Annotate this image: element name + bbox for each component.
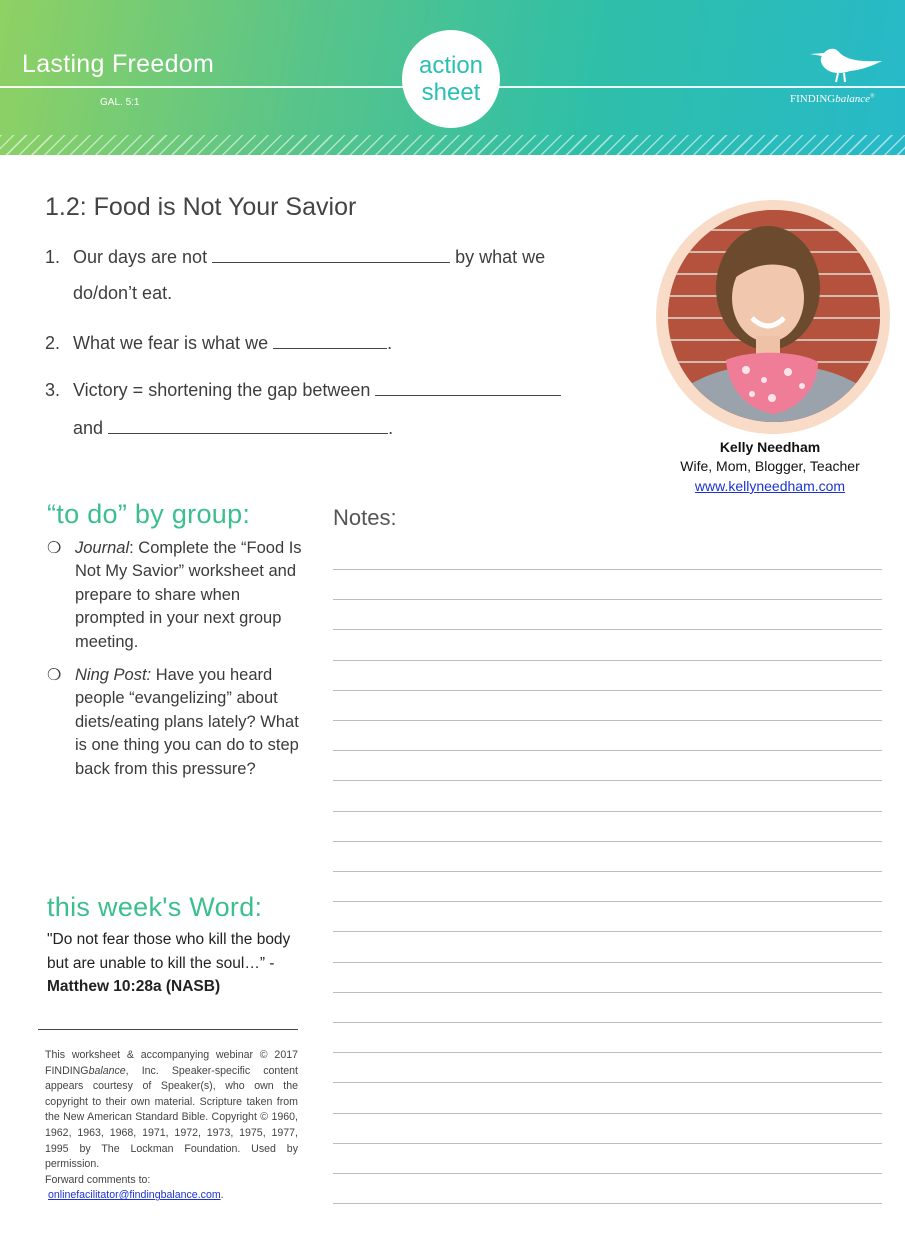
answer-blank[interactable] [375,377,561,396]
header-banner [0,0,905,155]
todo-item-text: Journal: Complete the “Food Is Not My Savior” worksheet and prepare to share when prompted in your next group meeting. [75,539,302,651]
notes-ruled-line [333,1203,882,1204]
feedback-email-link[interactable]: onlinefacilitator@findingbalance.com [47,1189,221,1202]
todo-item-text: Ning Post: Have you heard people “evangelizing” about diets/eating plans lately? What is one thing you can do to step back from this pressure? [75,666,299,778]
question-2: 2. What we fear is what we . [45,330,392,354]
notes-ruled-line [333,1052,882,1053]
brand-name: FINDINGbalance® [790,93,875,105]
notes-ruled-line [333,629,882,630]
speaker-website-link[interactable]: www.kellyneedham.com [694,478,846,494]
lesson-title: 1.2: Food is Not Your Savior [45,193,357,221]
notes-ruled-line [333,841,882,842]
speaker-website-row [660,478,880,494]
bird-logo-icon [808,44,884,86]
notes-ruled-line [333,1143,882,1144]
question-3: 3. Victory = shortening the gap between [45,377,561,401]
verse-citation: Matthew 10:28a (NASB) [47,978,221,995]
question-1-line-2: do/don’t eat. [73,283,173,303]
notes-ruled-line [333,992,882,993]
circle-bullet-icon: ❍ [47,667,62,684]
answer-blank[interactable] [212,244,450,263]
notes-ruled-line [333,690,882,691]
circle-bullet-icon: ❍ [47,540,62,557]
question-1: 1. Our days are not by what we [45,244,545,268]
speaker-portrait-illustration [668,210,880,422]
hatch-pattern [0,135,905,155]
notes-ruled-line [333,750,882,751]
notes-ruled-line [333,599,882,600]
speaker-photo [668,210,880,422]
answer-blank[interactable] [108,415,388,434]
question-3-line-2: and . [73,415,393,439]
scripture-reference: GAL. 5:1 [100,97,140,108]
notes-ruled-line [333,1082,882,1083]
notes-ruled-line [333,901,882,902]
todo-item-journal [47,537,307,655]
todo-heading: “to do” by group: [47,499,251,529]
notes-ruled-line [333,1022,882,1023]
notes-ruled-line [333,780,882,781]
scripture-verse: "Do not fear those who kill the body but are unable to kill the soul…” - Matthew 10:28a (NASB) [47,931,291,995]
series-title: Lasting Freedom [22,50,215,78]
word-heading: this week's Word: [47,892,263,922]
notes-ruled-line [333,1113,882,1114]
badge-line-1: action [418,52,484,79]
speaker-roles: Wife, Mom, Blogger, Teacher [680,458,860,474]
notes-ruled-line [333,871,882,872]
notes-ruled-line [333,1173,882,1174]
todo-item-ning-post [47,664,307,804]
footer-divider [38,1029,298,1030]
answer-blank[interactable] [273,330,387,349]
notes-heading: Notes: [333,505,397,530]
notes-ruled-line [333,962,882,963]
notes-ruled-line [333,931,882,932]
notes-ruled-line [333,720,882,721]
copyright-notice: This worksheet & accompanying webinar © 2017 FINDINGbalance, Inc. Speaker-specific content appears courtesy of Speaker(s), who own the copyright to their own material. Scripture taken from the New American Standard Bible. Copyright © 1960, 1962, 1963, 1968, 1971, 1972, 1973, 1975, 1977, 1995 by The Lockman Foundation. Used by permission. Forward comments to: onlinefacilitator@findingbalance.com. [45,1049,298,1202]
notes-ruled-line [333,660,882,661]
notes-ruled-line [333,569,882,570]
action-sheet-badge [402,30,500,128]
speaker-name: Kelly Needham [719,439,821,455]
badge-line-2: sheet [421,79,481,106]
notes-ruled-line [333,811,882,812]
